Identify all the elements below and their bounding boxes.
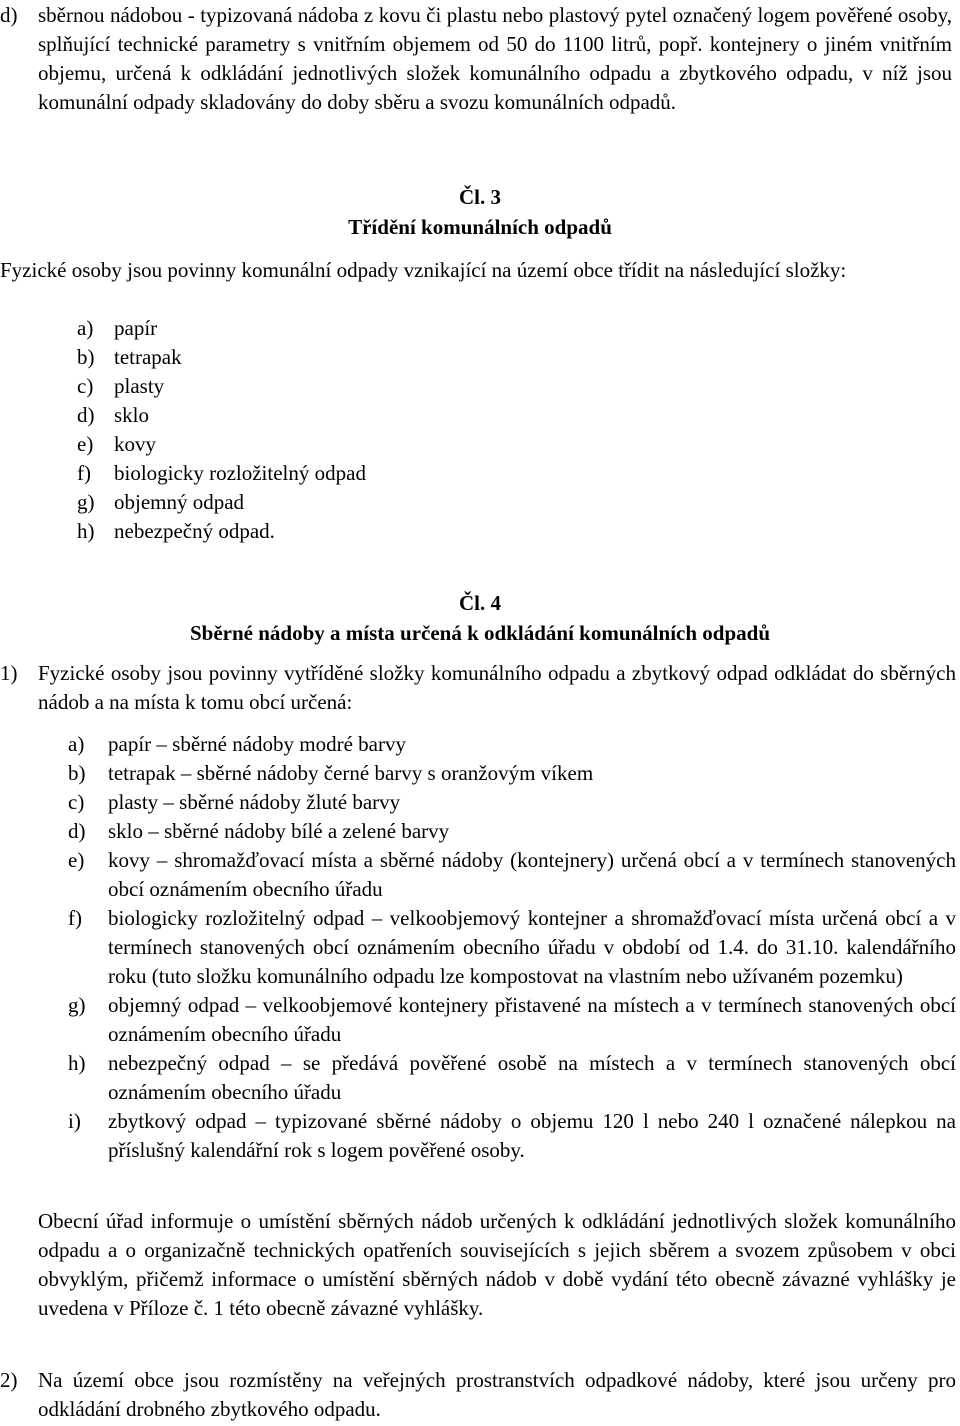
paragraph-label: 2) [0,1368,18,1392]
list-item-label: a) [68,732,85,756]
list-item [68,788,956,817]
list-item [77,401,366,430]
list-item [77,517,366,546]
list-item-label: h) [68,1051,86,1075]
list-item [68,1107,956,1165]
list-item-text: biologicky rozložitelný odpad [114,461,366,485]
article-3-intro: Fyzické osoby jsou povinny komunální odpady vznikající na území obce třídit na následující složky: [0,258,847,282]
list-item-label: e) [77,432,94,456]
list-item-label: c) [68,790,85,814]
article-3-list [77,314,366,546]
list-item-text: sklo [114,403,150,427]
article-4-list [68,730,956,1165]
paragraph-text: Na území obce jsou rozmístěny na veřejných prostranstvích odpadkové nádoby, které jsou určeny pro odkládání drobného zbytkového odpadu. [38,1368,956,1421]
list-item-label: f) [68,906,82,930]
list-item-text: tetrapak [114,345,182,369]
list-item [68,991,956,1049]
paragraph-label: 1) [0,661,18,685]
list-item-label: g) [68,993,86,1017]
list-item [77,430,366,459]
list-item-text: kovy [114,432,156,456]
article-4-title: Sběrné nádoby a místa určená k odkládání komunálních odpadů [189,621,770,645]
list-item [68,904,956,991]
list-item [68,846,956,904]
list-item-text: papír – sběrné nádoby modré barvy [108,732,406,756]
list-item [68,1049,956,1107]
list-item [68,730,956,759]
list-item-label: a) [77,316,94,340]
paragraph-1 [0,659,956,717]
list-item-text: nebezpečný odpad – se předává pověřené osobě na místech a v termínech stanovených obcí oznámením obecního úřadu [108,1051,956,1104]
list-item-label: d) [68,819,86,843]
list-item-label: e) [68,848,85,872]
definition-item-d [0,1,952,117]
paragraph-text: Fyzické osoby jsou povinny vytříděné složky komunálního odpadu a zbytkový odpad odkládat do sběrných nádob a na místa k tomu obcí určená: [38,661,956,714]
list-item [77,343,366,372]
list-item [68,759,956,788]
list-item-label: d) [77,403,95,427]
list-item-text: sklo – sběrné nádoby bílé a zelené barvy [108,819,450,843]
office-note: Obecní úřad informuje o umístění sběrných nádob určených k odkládání jednotlivých složek komunálního odpadu a o organizačně technických opatřeních souvisejících s jejich sběrem a svozem způsobem v obci obvyklým, přičemž informace o umístění sběrných nádob v době vydání této obecně závazné vyhlášky je uvedena v Příloze č. 1 této obecně závazné vyhlášky. [38,1209,956,1320]
list-item [77,459,366,488]
item-label: d) [0,3,18,27]
list-item [68,817,956,846]
list-item-label: i) [68,1109,81,1133]
list-item-label: b) [77,345,95,369]
list-item-text: tetrapak – sběrné nádoby černé barvy s oranžovým víkem [108,761,594,785]
list-item-text: kovy – shromažďovací místa a sběrné nádoby (kontejnery) určená obcí a v termínech stanovených obcí oznámením obecního úřadu [108,848,956,901]
list-item-text: zbytkový odpad – typizované sběrné nádoby o objemu 120 l nebo 240 l označené nálepkou na příslušný kalendářní rok s logem pověřené osoby. [108,1109,956,1162]
paragraph-2 [0,1366,956,1424]
list-item [77,488,366,517]
article-4-number: Čl. 4 [459,591,501,615]
list-item-text: biologicky rozložitelný odpad – velkoobjemový kontejner a shromažďovací místa určená obcí a v termínech stanovených obcí oznámením obecního úřadu v období od 1.4. do 31.10. kalendářního roku (tuto složku komunálního odpadu lze kompostovat na vlastním nebo užívaném pozemku) [108,906,956,988]
article-3-title: Třídění komunálních odpadů [348,215,612,239]
item-text: sběrnou nádobou - typizovaná nádoba z kovu či plastu nebo plastový pytel označený logem pověřené osoby, splňující technické parametry s vnitřním objemem od 50 do 1100 litrů, popř. kontejnery o jiném vnitřním objemu, určená k odkládání jednotlivých složek komunálního odpadu a zbytkového odpadu, v níž jsou komunální odpady skladovány do doby sběru a svozu komunálních odpadů. [38,3,952,114]
list-item-text: objemný odpad [114,490,245,514]
list-item-text: plasty – sběrné nádoby žluté barvy [108,790,401,814]
list-item-text: objemný odpad – velkoobjemové kontejnery přistavené na místech a v termínech stanovených obcí oznámením obecního úřadu [108,993,956,1046]
list-item-label: h) [77,519,95,543]
list-item [77,314,366,343]
list-item [77,372,366,401]
list-item-label: c) [77,374,94,398]
list-item-text: plasty [114,374,165,398]
list-item-text: papír [114,316,158,340]
article-3-number: Čl. 3 [459,185,501,209]
list-item-label: f) [77,461,91,485]
list-item-label: b) [68,761,86,785]
list-item-label: g) [77,490,95,514]
list-item-text: nebezpečný odpad. [114,519,275,543]
